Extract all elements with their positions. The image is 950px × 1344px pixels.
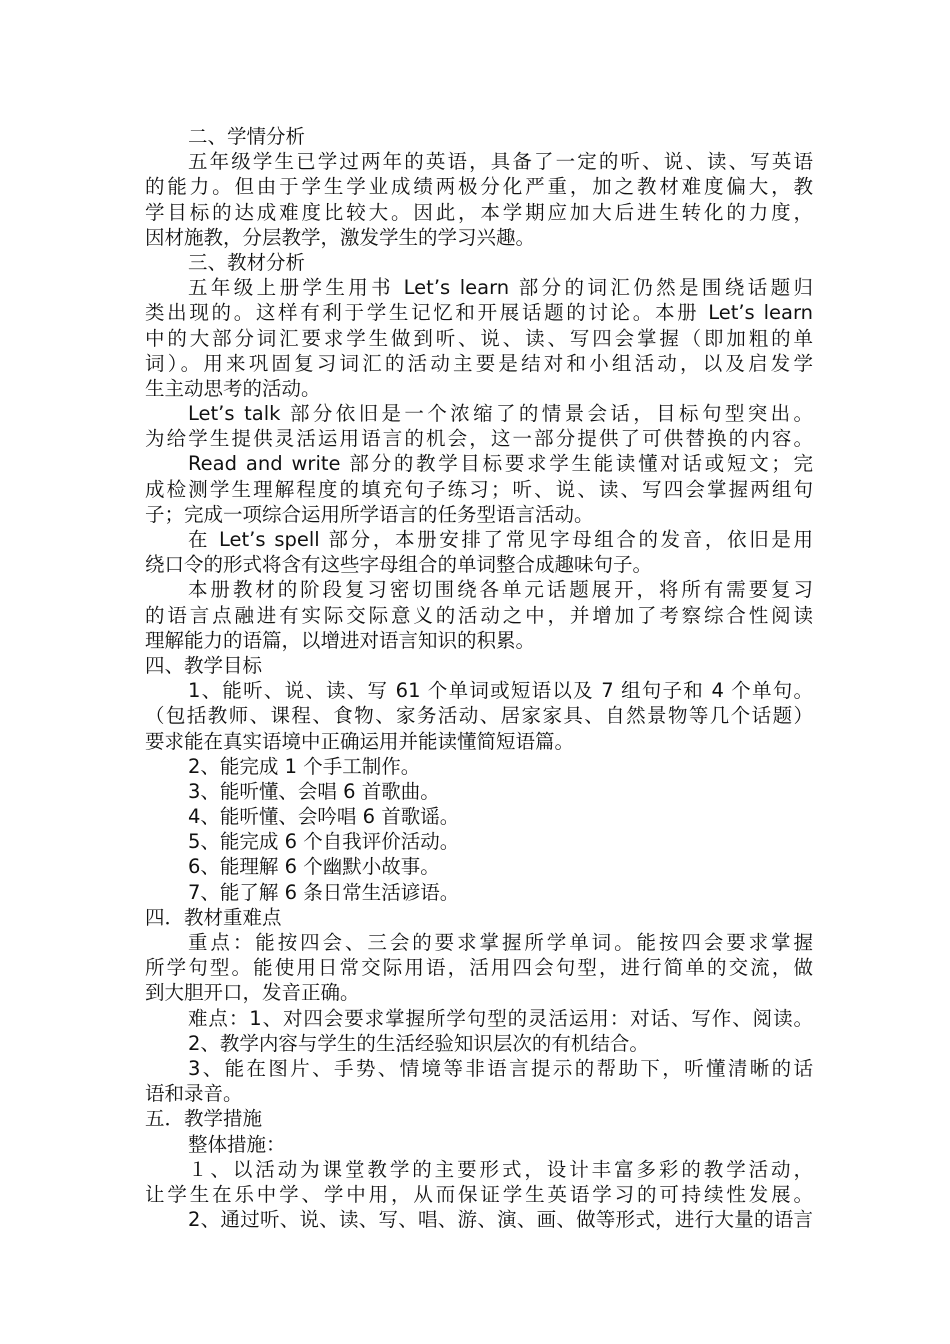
text-line: （包括教师、课程、食物、家务活动、居家家具、自然景物等几个话题） [145, 704, 813, 728]
text-line: 类出现的。这样有利于学生记忆和开展话题的讨论。本册 Let’s learn [145, 301, 813, 325]
text-line: 所学句型。能使用日常交际用语，活用四会句型，进行简单的交流，做 [145, 956, 813, 980]
text-line: 为给学生提供灵活运用语言的机会，这一部分提供了可供替换的内容。 [145, 427, 813, 451]
text-line: 5、能完成 6 个自我评价活动。 [188, 830, 460, 854]
text-line: 4、能听懂、会吟唱 6 首歌谣。 [188, 805, 460, 829]
text-line: 本册教材的阶段复习密切围绕各单元话题展开，将所有需要复习 [188, 578, 813, 602]
text-line: 二、学情分析 [188, 125, 306, 148]
text-line: 词）。用来巩固复习词汇的活动主要是结对和小组活动，以及启发学 [145, 351, 813, 375]
text-line: 的语言点融进有实际交际意义的活动之中，并增加了考察综合性阅读 [145, 603, 813, 627]
text-line: 中的大部分词汇要求学生做到听、说、读、写四会掌握（即加粗的单 [145, 326, 813, 350]
text-line: 2、通过听、说、读、写、唱、游、演、画、做等形式，进行大量的语言 [188, 1208, 813, 1232]
text-line: 因材施教，分层教学，激发学生的学习兴趣。 [145, 225, 536, 249]
text-line: 绕口令的形式将含有这些字母组合的单词整合成趣味句子。 [145, 553, 653, 577]
text-line: 2、教学内容与学生的生活经验知识层次的有机结合。 [188, 1031, 649, 1055]
text-line: 理解能力的语篇，以增进对语言知识的积累。 [145, 628, 536, 652]
text-line: Let’s talk 部分依旧是一个浓缩了的情景会话，目标句型突出。 [188, 402, 813, 426]
text-line: 3、能在图片、手势、情境等非语言提示的帮助下，听懂清晰的话 [188, 1056, 813, 1080]
text-line: 学目标的达成难度比较大。因此，本学期应加大后进生转化的力度， [145, 200, 813, 224]
text-line: 6、能理解 6 个幽默小故事。 [188, 855, 440, 879]
text-line: 五年级学生已学过两年的英语，具备了一定的听、说、读、写英语 [188, 150, 813, 174]
text-line: Read and write 部分的教学目标要求学生能读懂对话或短文；完 [188, 452, 813, 476]
text-line: 2、能完成 1 个手工制作。 [188, 754, 421, 778]
text-line: 整体措施： [188, 1132, 286, 1156]
text-line: 让学生在乐中学、学中用，从而保证学生英语学习的可持续性发展。 [145, 1182, 813, 1206]
text-line: 到大胆开口，发音正确。 [145, 981, 360, 1005]
text-line: 四、教学目标 [145, 653, 263, 677]
text-line: 1、能听、说、读、写 61 个单词或短语以及 7 组句子和 4 个单句。 [188, 679, 813, 703]
text-line: 要求能在真实语境中正确运用并能读懂简短语篇。 [145, 729, 575, 753]
document-body [145, 124, 813, 1232]
text-line: 3、能听懂、会唱 6 首歌曲。 [188, 779, 440, 803]
text-line: 子；完成一项综合运用所学语言的任务型语言活动。 [145, 502, 594, 526]
text-line: 在 Let’s spell 部分，本册安排了常见字母组合的发音，依旧是用 [188, 528, 813, 551]
text-line: 成检测学生理解程度的填充句子练习；听、说、读、写四会掌握两组句 [145, 477, 813, 501]
text-line: 四．教材重难点 [145, 905, 282, 929]
text-line: 三、教材分析 [188, 250, 306, 274]
text-line: 五年级上册学生用书 Let’s learn 部分的词汇仍然是围绕话题归 [188, 276, 813, 300]
text-line: １、以活动为课堂教学的主要形式，设计丰富多彩的教学活动， [188, 1157, 813, 1181]
text-line: 五．教学措施 [145, 1107, 263, 1131]
text-line: 生主动思考的活动。 [145, 376, 321, 400]
text-line: 的能力。但由于学生学业成绩两极分化严重，加之教材难度偏大，教 [145, 175, 813, 199]
text-line: 难点：1、对四会要求掌握所学句型的灵活运用：对话、写作、阅读。 [188, 1006, 813, 1030]
text-line: 7、能了解 6 条日常生活谚语。 [188, 880, 460, 904]
text-line: 重点：能按四会、三会的要求掌握所学单词。能按四会要求掌握 [188, 931, 813, 954]
text-line: 语和录音。 [145, 1082, 243, 1106]
